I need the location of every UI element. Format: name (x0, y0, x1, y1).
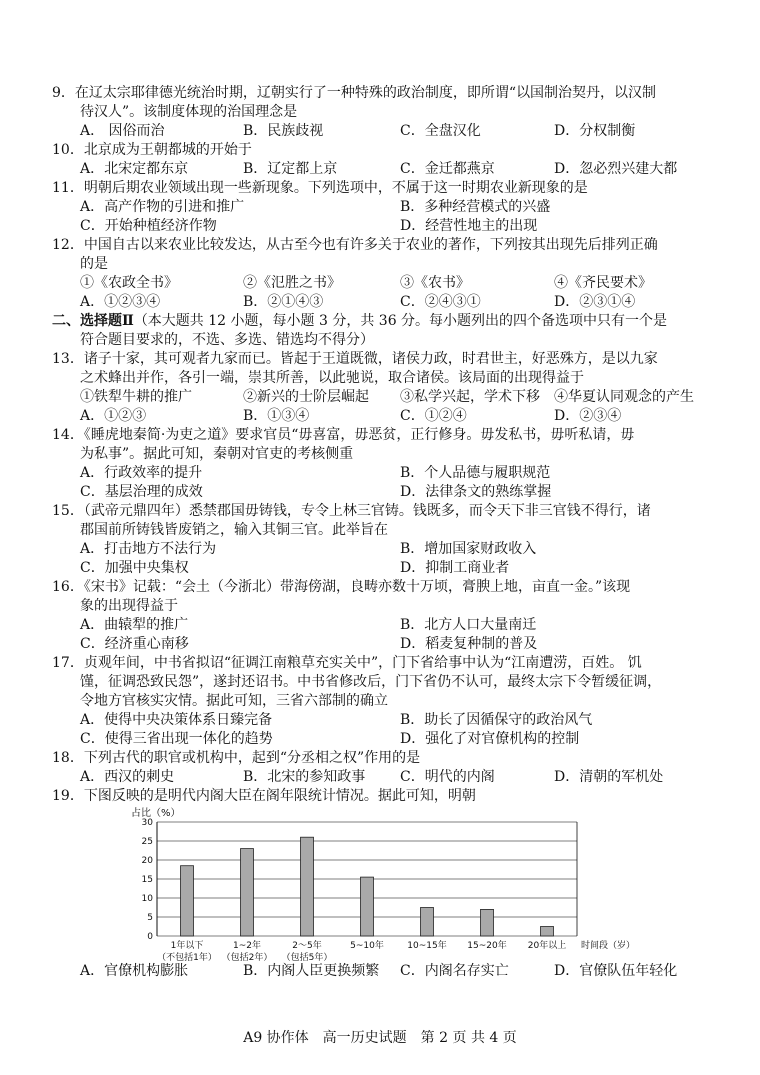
q17-option-a: A．使得中央决策体系日臻完备 (80, 712, 273, 728)
q11-option-c: C．开始种植经济作物 (80, 218, 217, 234)
q18-option-a: A．西汉的刺史 (80, 769, 175, 785)
q16-option-b: B．北方人口大量南迁 (400, 617, 537, 633)
q15-stem-line2: 郡国前所铸钱皆废销之，输入其铜三官。此举旨在 (80, 522, 388, 538)
q19-option-c: C．内阁名存实亡 (400, 963, 509, 979)
q13-item-1: ①铁犁牛耕的推广 (80, 389, 192, 405)
q12-option-c: C．②④③① (400, 294, 481, 310)
y-tick-label: 5 (147, 913, 153, 923)
q16-option-a: A．曲辕犁的推广 (80, 617, 189, 633)
bar (421, 908, 434, 937)
q16-option-c: C．经济重心南移 (80, 636, 189, 652)
q12-stem-line2: 的是 (80, 256, 108, 272)
q12-book-1: ①《农政全书》 (80, 275, 178, 291)
x-tick-label: 5~10年 (350, 941, 384, 951)
y-tick-label: 25 (141, 837, 153, 847)
q12-book-2: ②《氾胜之书》 (243, 275, 341, 291)
q17-stem-line3: 令地方官核实灾情。据此可知，三省六部制的确立 (80, 693, 388, 709)
q19-option-a: A．官僚机构膨胀 (80, 963, 189, 979)
tenure-bar-chart (95, 806, 655, 963)
q13-stem-line1: 13．诸子十家，其可观者九家而已。皆起于王道既微，诸侯力政，时君世主，好恶殊方，是以九家 (52, 351, 658, 367)
bar (181, 866, 194, 936)
page-footer: A9 协作体 高一历史试题 第 2 页 共 4 页 (243, 1030, 517, 1046)
q13-option-b: B．①③④ (243, 408, 310, 424)
x-tick-sublabel: （不包括1年） (157, 953, 217, 963)
y-tick-label: 20 (141, 856, 153, 866)
q14-stem-line2: 为私事”。据此可知，秦朝对官吏的考核侧重 (80, 446, 354, 462)
q10-option-d: D．忽必烈兴建大都 (554, 161, 678, 177)
y-tick-label: 0 (147, 932, 153, 942)
q15-option-a: A．打击地方不法行为 (80, 541, 217, 557)
q12-book-3: ③《农书》 (400, 275, 470, 291)
q13-option-a: A．①②③ (80, 408, 147, 424)
section-2-instructions-line2: 符合题目要求的，不选、多选、错选均不得分） (80, 332, 374, 348)
q14-option-d: D．法律条文的熟练掌握 (400, 484, 552, 500)
section-2-heading (52, 312, 667, 331)
q11-option-d: D．经营性地主的出现 (400, 218, 538, 234)
q15-stem-line1: 15．（武帝元鼎四年）悉禁郡国毋铸钱，专令上林三官铸。钱既多，而令天下非三官钱不得行，诸 (52, 503, 651, 519)
q9-option-a: A． 因俗而治 (80, 123, 165, 139)
q16-stem-line2: 象的出现得益于 (80, 598, 178, 614)
q9-stem-line2: 待汉人”。该制度体现的治国理念是 (80, 104, 298, 120)
bar (301, 837, 314, 936)
section-2-title: 二、选择题Ⅱ (52, 313, 134, 329)
q10-option-b: B．辽定都上京 (243, 161, 338, 177)
q10-option-a: A．北宋定都东京 (80, 161, 189, 177)
q17-stem-line2: 馑，征调恐致民怨”，遂封还诏书。中书省修改后，门下省仍不认可，最终太宗下令暂缓征调， (80, 674, 662, 690)
q13-option-d: D．②③④ (554, 408, 622, 424)
x-tick-label: 10~15年 (407, 941, 447, 951)
q19-option-d: D．官僚队伍年轻化 (554, 963, 678, 979)
x-tick-label: 15~20年 (467, 941, 507, 951)
q17-option-d: D．强化了对官僚机构的控制 (400, 731, 580, 747)
bar (361, 877, 374, 936)
q14-option-b: B．个人品德与履职规范 (400, 465, 551, 481)
x-tick-label: 20年以上 (527, 941, 567, 951)
q19-option-b: B．内阁人臣更换频繁 (243, 963, 380, 979)
q10-option-c: C．金迁都燕京 (400, 161, 495, 177)
x-tick-label: 2～5年 (292, 941, 322, 951)
q18-option-d: D．清朝的军机处 (554, 769, 664, 785)
q12-stem-line1: 12．中国自古以来农业比较发达，从古至今也有许多关于农业的著作，下列按其出现先后排列正确 (52, 237, 658, 253)
section-2-instructions: （本大题共 12 小题，每小题 3 分，共 36 分。每小题列出的四个备选项中只有一个是 (133, 313, 668, 329)
q14-stem-line1: 14．《睡虎地秦简·为吏之道》要求官员“毋喜富，毋恶贫，正行修身。毋发私书，毋听私请，毋 (52, 427, 635, 443)
q15-option-d: D．抑制工商业者 (400, 560, 510, 576)
x-tick-sublabel: （包括2年） (221, 953, 273, 963)
q13-item-2: ②新兴的士阶层崛起 (243, 389, 369, 405)
q12-option-a: A．①②③④ (80, 294, 161, 310)
q10-stem: 10．北京成为王朝都城的开始于 (52, 142, 252, 158)
x-tick-label: 1年以下 (170, 941, 204, 951)
q12-option-b: B．②①④③ (243, 294, 324, 310)
q11-option-b: B．多种经营模式的兴盛 (400, 199, 551, 215)
q9-option-c: C．全盘汉化 (400, 123, 481, 139)
q17-option-b: B．助长了因循保守的政治风气 (400, 712, 593, 728)
bar (541, 927, 554, 937)
q16-stem-line1: 16．《宋书》记载：“会土（今浙北）带海傍湖，良畴亦数十万顷，膏腴上地，亩直一金。”该现 (52, 579, 631, 595)
bar (241, 849, 254, 936)
q15-option-b: B．增加国家财政收入 (400, 541, 537, 557)
x-tick-sublabel: （包括5年） (281, 953, 333, 963)
q13-item-3: ③私学兴起，学术下移 (400, 389, 540, 405)
y-axis-label: 占比（%） (131, 808, 181, 819)
x-axis-label: 时间段（岁） (581, 941, 636, 951)
q16-option-d: D．稻麦复种制的普及 (400, 636, 538, 652)
q15-option-c: C．加强中央集权 (80, 560, 189, 576)
q13-option-c: C．①②④ (400, 408, 467, 424)
q19-stem: 19．下图反映的是明代内阁大臣在阁年限统计情况。据此可知，明朝 (52, 788, 476, 804)
y-tick-label: 10 (141, 894, 153, 904)
q12-book-4: ④《齐民要术》 (554, 275, 652, 291)
x-tick-label: 1~2年 (233, 941, 261, 951)
y-tick-label: 15 (141, 875, 153, 885)
q9-option-d: D．分权制衡 (554, 123, 636, 139)
q14-option-a: A．行政效率的提升 (80, 465, 203, 481)
q11-stem: 11．明朝后期农业领域出现一些新现象。下列选项中，不属于这一时期农业新现象的是 (52, 180, 588, 196)
q17-option-c: C．使得三省出现一体化的趋势 (80, 731, 273, 747)
q18-option-c: C．明代的内阁 (400, 769, 495, 785)
q9-stem-line1: 9．在辽太宗耶律德光统治时期，辽朝实行了一种特殊的政治制度，即所谓“以国制治契丹，以汉制 (52, 85, 657, 101)
q11-option-a: A．高产作物的引进和推广 (80, 199, 245, 215)
q18-stem: 18．下列古代的职官或机构中，起到“分丞相之权”作用的是 (52, 750, 421, 766)
y-tick-label: 30 (141, 818, 153, 828)
q14-option-c: C．基层治理的成效 (80, 484, 203, 500)
q9-option-b: B．民族歧视 (243, 123, 324, 139)
q13-item-4: ④华夏认同观念的产生 (554, 389, 694, 405)
q12-option-d: D．②③①④ (554, 294, 636, 310)
bar (481, 909, 494, 936)
q17-stem-line1: 17．贞观年间，中书省拟诏“征调江南粮草充实关中”，门下省给事中认为“江南遭涝，百姓。 饥 (52, 655, 642, 671)
q13-stem-line2: 之术蜂出并作，各引一端，崇其所善，以此驰说，取合诸侯。该局面的出现得益于 (80, 370, 584, 386)
q18-option-b: B．北宋的参知政事 (243, 769, 366, 785)
